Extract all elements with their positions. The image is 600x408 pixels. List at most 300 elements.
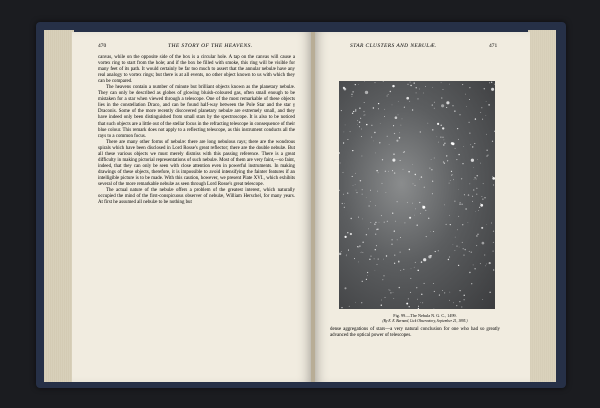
star [387, 136, 388, 137]
star [359, 121, 360, 122]
star [448, 259, 449, 260]
star [377, 264, 378, 265]
book-gutter [311, 32, 315, 382]
star [460, 202, 461, 203]
star [477, 159, 478, 160]
star [469, 99, 470, 100]
star [431, 159, 432, 160]
star [433, 283, 434, 284]
star [350, 131, 351, 132]
star [384, 116, 385, 117]
star [440, 137, 441, 138]
star [392, 85, 394, 87]
star [423, 258, 426, 261]
star [384, 297, 385, 298]
star [480, 112, 481, 113]
star [492, 250, 493, 251]
star [432, 87, 433, 88]
star [454, 110, 455, 111]
star [361, 302, 362, 303]
star [474, 143, 475, 144]
star [363, 242, 364, 243]
star [424, 187, 425, 188]
star [472, 201, 473, 202]
star [462, 163, 463, 164]
star [438, 142, 439, 143]
star [433, 231, 434, 232]
star [444, 204, 445, 205]
star [345, 125, 346, 126]
star [492, 141, 493, 142]
star [482, 119, 483, 120]
star [351, 96, 352, 97]
star [415, 208, 416, 209]
star [376, 170, 377, 171]
star [449, 292, 450, 293]
star [480, 204, 483, 207]
star [417, 270, 418, 271]
plate-caption: Fig. 99.—The Nebula N. G. C., 1499. [393, 313, 457, 318]
star [371, 125, 372, 126]
star [414, 185, 415, 186]
star [350, 218, 351, 219]
star [363, 252, 364, 253]
star [361, 129, 362, 130]
star [482, 242, 485, 245]
star [420, 213, 421, 214]
star [395, 221, 396, 222]
star [417, 299, 418, 300]
star [356, 192, 357, 193]
star [339, 253, 341, 255]
star [409, 217, 411, 219]
star [416, 224, 417, 225]
star [432, 104, 433, 105]
star [390, 91, 391, 92]
star [473, 265, 474, 266]
star [463, 248, 464, 249]
star [352, 150, 353, 151]
right-page-number: 471 [489, 43, 498, 49]
star [451, 175, 452, 176]
star [378, 103, 379, 104]
star [421, 176, 422, 177]
star [421, 294, 422, 295]
star [476, 188, 477, 189]
star [441, 97, 442, 98]
star [343, 142, 344, 143]
star [476, 245, 477, 246]
star [344, 236, 346, 238]
star [488, 104, 489, 105]
star [399, 132, 400, 133]
star [494, 131, 495, 132]
star [421, 261, 422, 262]
star [425, 86, 426, 87]
star [364, 102, 365, 103]
star [492, 176, 493, 177]
star [403, 169, 404, 170]
star [339, 152, 340, 153]
star [397, 201, 398, 202]
star [357, 246, 358, 247]
star [403, 152, 404, 153]
star [486, 156, 487, 157]
star [484, 254, 485, 255]
star [388, 94, 389, 95]
star [366, 234, 367, 235]
star [355, 173, 356, 174]
paragraph: There are many other forms of nebulæ: there are long nebulous rays; there are the wondrous spirals which have been disclosed in Lord Rosse's great reflector; there are the double nebulæ. But all these various objects we must merely dismiss with this passing reference. There is a great difficulty in making pictorial representations of such nebulæ. Most of them are very faint,—so faint, indeed, that they can only be seen with close attention even in powerful instruments. In making drawings of these objects, therefore, it is impossible to avoid intensifying the fainter features if an intelligible picture is to be made. With this caution, however, we present Plate XVI., which exhibits several of the more remarkable nebulæ as seen through Lord Rosse's great telescope. [98, 139, 295, 187]
star [417, 98, 418, 99]
star [450, 224, 451, 225]
star [416, 92, 417, 93]
star [396, 140, 398, 142]
star [418, 308, 419, 309]
star [412, 164, 413, 165]
page-edges-left [44, 30, 74, 382]
star [389, 144, 390, 145]
star [370, 256, 371, 257]
star [487, 155, 488, 156]
star [466, 106, 467, 107]
star [355, 184, 356, 185]
star [383, 275, 384, 276]
star [353, 111, 354, 112]
star [493, 242, 494, 243]
star [446, 224, 447, 225]
paragraph: dense aggregations of stars—a very natural conclusion for one who had so greatly advanced the optical power of telescopes. [330, 327, 500, 339]
star [364, 114, 365, 115]
star [481, 107, 482, 108]
star [365, 91, 368, 94]
star [474, 268, 475, 269]
star [346, 254, 347, 255]
star [416, 87, 417, 88]
star [404, 151, 405, 152]
star [489, 292, 490, 293]
star [344, 88, 347, 91]
left-page-number: 470 [98, 43, 107, 49]
star [434, 102, 435, 103]
star [382, 159, 383, 160]
star [358, 84, 359, 85]
star [387, 96, 388, 97]
star [343, 194, 344, 195]
star [476, 179, 477, 180]
star [388, 289, 389, 290]
star [375, 82, 376, 83]
star [480, 203, 481, 204]
star [482, 299, 483, 300]
star [399, 137, 400, 138]
star [452, 105, 453, 106]
star [420, 302, 421, 303]
star [400, 237, 401, 238]
star [378, 108, 379, 109]
star [455, 237, 456, 238]
star [463, 146, 464, 147]
star [377, 191, 378, 192]
left-page-body [98, 55, 295, 206]
star [341, 307, 342, 308]
star [375, 234, 376, 235]
star [486, 224, 487, 225]
star [381, 215, 382, 216]
star [370, 190, 371, 191]
star [471, 159, 474, 162]
star [344, 203, 345, 204]
star [475, 118, 476, 119]
star [383, 279, 384, 280]
star [398, 114, 399, 115]
star [444, 140, 445, 141]
star [385, 171, 386, 172]
star [485, 115, 486, 116]
star [453, 302, 454, 303]
star [392, 170, 393, 171]
star [404, 107, 405, 108]
star [489, 82, 490, 83]
star [415, 262, 416, 263]
star [480, 163, 481, 164]
star [344, 287, 346, 289]
star [374, 259, 375, 260]
star [359, 126, 360, 127]
star [409, 249, 410, 250]
star [456, 159, 457, 160]
star [352, 91, 353, 92]
star [375, 205, 376, 206]
star [494, 84, 495, 85]
star [349, 306, 350, 307]
star [442, 290, 443, 291]
star [458, 265, 459, 266]
star [415, 174, 416, 175]
star [464, 194, 465, 195]
star [425, 210, 426, 211]
star [357, 120, 358, 121]
star [469, 272, 470, 273]
star [412, 203, 413, 204]
star [465, 208, 466, 209]
star [442, 127, 444, 129]
star [375, 270, 376, 271]
star [493, 184, 494, 185]
star [393, 153, 394, 154]
star [429, 168, 430, 169]
star [361, 156, 362, 157]
star [472, 146, 473, 147]
star [355, 110, 356, 111]
star [459, 247, 460, 248]
star [367, 93, 368, 94]
star [387, 221, 388, 222]
star [341, 110, 342, 111]
star [468, 122, 469, 123]
nebula-photograph [339, 81, 495, 309]
star [398, 101, 399, 102]
star [401, 125, 402, 126]
star [447, 160, 448, 161]
paragraph: The heavens contain a number of minute but brilliant objects known as the planetary nebulæ. They can only be described as globes of glowing bluish-coloured gas, often small enough to be mistaken for a star when viewed through a telescope. One of the most remarkable of these objects lies in the constellation Draco, and can be found half-way between the Pole Star and the star γ Draconis. Some of the more recently discovered planetary nebulæ are extremely small, and they have indeed only been distinguished from small stars by the spectroscope. It is also to be noticed that such objects are a little out of the stellar focus in the refracting telescope in consequence of their blue colour. This remark does not apply to a reflecting telescope, as this instrument conducts all the rays to a common focus. [98, 85, 295, 139]
star [363, 111, 364, 112]
paragraph: canvas, while on the opposite side of the box is a circular hole. A tap on the canvas will cause a vortex ring to start from the hole; and if the box be filled with smoke, this ring will be visible for many feet of its path. It would certainly be far too much to assert that the annular nebulæ have any real analogy to vortex rings; but there is at all events, no other object known to us with which they can be compared. [98, 55, 295, 85]
star [400, 270, 401, 271]
star [463, 254, 464, 255]
star [354, 258, 355, 259]
star [484, 88, 485, 89]
star [427, 123, 428, 124]
star [344, 207, 345, 208]
star [439, 295, 440, 296]
star [449, 84, 450, 85]
star [436, 136, 437, 137]
star [461, 204, 462, 205]
star [406, 303, 408, 305]
star [474, 179, 475, 180]
star [479, 207, 480, 208]
star [362, 281, 363, 282]
star [390, 292, 391, 293]
star [434, 291, 435, 292]
star [469, 251, 470, 252]
star [384, 222, 385, 223]
star [397, 239, 398, 240]
star [378, 259, 379, 260]
star [414, 82, 415, 83]
page-edges-right [528, 30, 556, 382]
star [419, 202, 420, 203]
star [441, 104, 444, 107]
star [451, 142, 454, 145]
star [414, 215, 415, 216]
star [408, 84, 409, 85]
star [352, 113, 353, 114]
star [375, 222, 376, 223]
star [422, 302, 423, 303]
star [469, 183, 470, 184]
star [470, 144, 471, 145]
star [359, 247, 360, 248]
star [340, 163, 341, 164]
star [400, 252, 401, 253]
star [449, 300, 450, 301]
star [339, 190, 340, 191]
star [352, 176, 353, 177]
star [348, 250, 349, 251]
right-running-head: STAR CLUSTERS AND NEBULÆ. [350, 43, 437, 49]
paragraph: The actual nature of the nebulæ offers a problem of the greatest interest, which naturally occupied the mind of the first-conspicuous observer of nebulæ, William Herschel, for many years. At first he assumed all nebulæ to be nothing but [98, 188, 295, 206]
star [355, 109, 356, 110]
star [386, 255, 387, 256]
star [392, 105, 393, 106]
star [468, 222, 469, 223]
star [394, 172, 395, 173]
star [362, 194, 363, 195]
right-page-body [330, 327, 500, 339]
star [473, 167, 474, 168]
star [443, 161, 444, 162]
star [455, 250, 456, 251]
star [366, 279, 367, 280]
star [370, 201, 371, 202]
star [381, 304, 382, 305]
star [462, 84, 463, 85]
star [424, 283, 425, 284]
star [408, 171, 409, 172]
star [446, 101, 449, 104]
star [459, 204, 460, 205]
star [393, 298, 394, 299]
star [384, 109, 385, 110]
star [458, 216, 459, 217]
star [477, 175, 478, 176]
star [409, 306, 410, 307]
star [449, 256, 450, 257]
star [379, 222, 380, 223]
star [391, 244, 392, 245]
star-field [339, 81, 495, 309]
star [373, 141, 374, 142]
star [432, 181, 433, 182]
plate-credit: (By E. E. Barnard, Lick Observatory, September 21, 1895.) [382, 319, 468, 323]
star [398, 261, 399, 262]
star [399, 287, 400, 288]
star [361, 252, 362, 253]
star [474, 177, 475, 178]
star [394, 133, 395, 134]
star [462, 242, 463, 243]
star [476, 235, 477, 236]
star [481, 196, 482, 197]
star [376, 245, 377, 246]
star [411, 268, 412, 269]
star [438, 250, 439, 251]
star [380, 123, 381, 124]
star [464, 299, 465, 300]
star [453, 244, 454, 245]
star [410, 278, 411, 279]
star [360, 252, 361, 253]
star [381, 300, 382, 301]
star [357, 124, 358, 125]
star [473, 189, 474, 190]
star [392, 159, 395, 162]
star [476, 194, 477, 195]
star [456, 305, 457, 306]
star [469, 133, 470, 134]
star [449, 215, 450, 216]
star [351, 94, 352, 95]
star [369, 205, 370, 206]
star [443, 144, 444, 145]
star [458, 139, 459, 140]
star [394, 263, 395, 264]
star [359, 108, 360, 109]
star [392, 213, 393, 214]
star [358, 261, 359, 262]
star [374, 223, 375, 224]
star [491, 223, 492, 224]
star [444, 143, 445, 144]
star [434, 158, 435, 159]
star [434, 308, 435, 309]
star [456, 245, 457, 246]
star [471, 283, 472, 284]
star [375, 153, 376, 154]
star [353, 185, 354, 186]
